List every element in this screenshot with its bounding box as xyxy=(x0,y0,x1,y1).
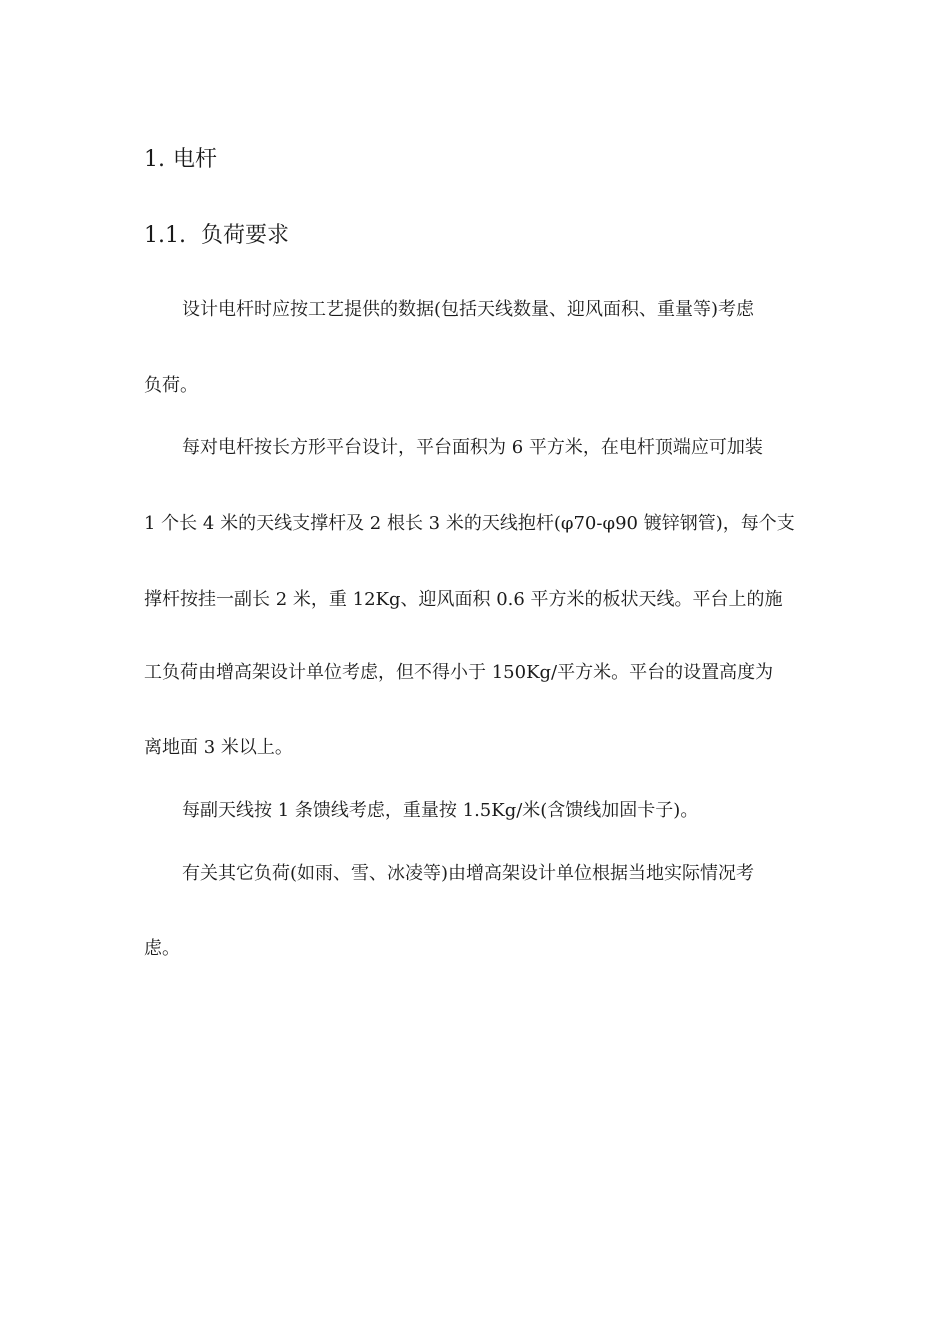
paragraph-line: 每对电杆按长方形平台设计，平台面积为 6 平方米，在电杆顶端应可加装 xyxy=(182,437,763,458)
paragraph-line: 有关其它负荷(如雨、雪、冰凌等)由增高架设计单位根据当地实际情况考 xyxy=(182,863,755,884)
section-title: 电杆 xyxy=(173,147,218,172)
subsection-heading xyxy=(144,220,289,252)
section-heading xyxy=(144,144,217,176)
paragraph-line: 虑。 xyxy=(144,938,180,959)
subsection-title: 负荷要求 xyxy=(201,223,290,248)
paragraph-line: 负荷。 xyxy=(144,375,198,396)
subsection-number: 1.1. xyxy=(144,223,186,248)
section-number: 1. xyxy=(144,147,165,172)
paragraph-line: 工负荷由增高架设计单位考虑，但不得小于 150Kg/平方米。平台的设置高度为 xyxy=(144,662,774,683)
paragraph-line: 设计电杆时应按工艺提供的数据(包括天线数量、迎风面积、重量等)考虑 xyxy=(182,299,755,320)
paragraph-line: 离地面 3 米以上。 xyxy=(144,737,293,758)
paragraph-line: 每副天线按 1 条馈线考虑，重量按 1.5Kg/米(含馈线加固卡子)。 xyxy=(182,800,699,821)
paragraph-line: 1 个长 4 米的天线支撑杆及 2 根长 3 米的天线抱杆(φ70-φ90 镀锌钢管)，每个支 xyxy=(144,513,795,534)
paragraph-line: 撑杆按挂一副长 2 米，重 12Kg、迎风面积 0.6 平方米的板状天线。平台上的施 xyxy=(144,589,783,610)
